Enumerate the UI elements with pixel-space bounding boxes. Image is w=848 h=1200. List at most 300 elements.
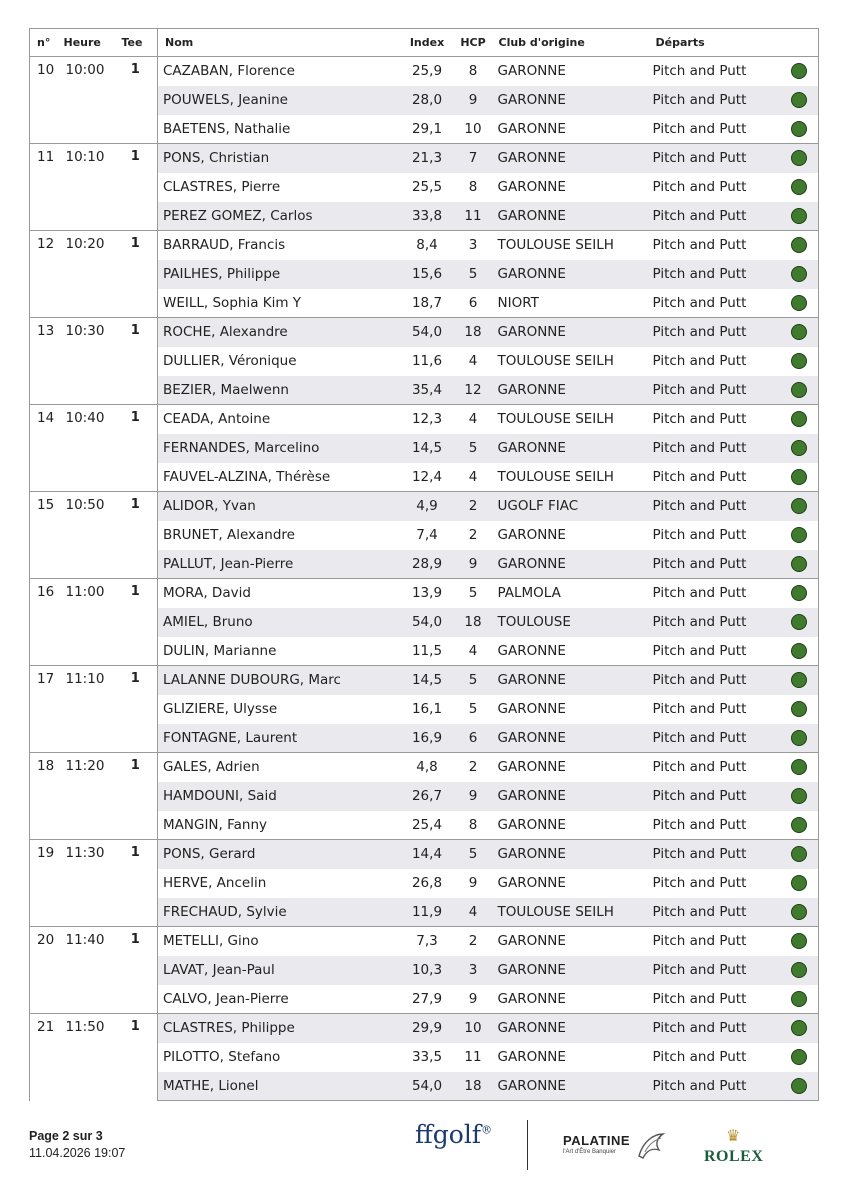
player-depart: Pitch and Putt [649, 231, 781, 260]
group-tee: 1 [114, 318, 158, 405]
player-depart: Pitch and Putt [649, 376, 781, 405]
player-hcp: 9 [455, 550, 492, 579]
player-index: 7,3 [400, 927, 455, 956]
group-tee: 1 [114, 231, 158, 318]
header-index: Index [400, 29, 455, 57]
group-number: 13 [30, 318, 57, 405]
player-hcp: 4 [455, 405, 492, 434]
status-dot-icon [791, 324, 807, 340]
player-club: GARONNE [492, 927, 649, 956]
status-cell [781, 492, 819, 521]
table-row [30, 753, 819, 782]
player-club: UGOLF FIAC [492, 492, 649, 521]
player-depart: Pitch and Putt [649, 492, 781, 521]
player-index: 16,1 [411, 701, 443, 717]
group-number: 21 [30, 1014, 57, 1101]
player-depart: Pitch and Putt [649, 579, 781, 608]
player-club: GARONNE [497, 179, 566, 195]
group-time: 11:10 [57, 666, 114, 753]
group-tee: 1 [114, 57, 158, 144]
player-hcp: 2 [468, 527, 478, 543]
player-index: 14,5 [400, 666, 455, 695]
status-dot-icon [791, 585, 807, 601]
print-datetime: 11.04.2026 19:07 [29, 1146, 126, 1160]
player-name: BRUNET, Alexandre [158, 521, 400, 550]
status-cell [781, 376, 819, 405]
player-club: GARONNE [492, 1014, 649, 1043]
status-cell [781, 318, 819, 347]
player-club: GARONNE [492, 753, 649, 782]
table-row [30, 57, 819, 86]
player-index: 54,0 [400, 318, 455, 347]
player-club: GARONNE [492, 840, 649, 869]
player-index: 10,3 [400, 956, 455, 985]
player-hcp: 9 [455, 86, 492, 115]
palatine-tagline: l'Art d'Être Banquier [563, 1149, 616, 1155]
player-name: PILOTTO, Stefano [158, 1043, 400, 1072]
player-hcp: 6 [455, 724, 492, 753]
player-depart: Pitch and Putt [649, 840, 781, 869]
player-name: FONTAGNE, Laurent [158, 724, 400, 753]
status-dot-icon [791, 266, 807, 282]
player-hcp: 18 [455, 1072, 492, 1101]
table-row [30, 405, 819, 434]
player-index: 16,9 [400, 724, 455, 753]
player-index: 21,3 [400, 144, 455, 173]
player-depart: Pitch and Putt [652, 353, 747, 369]
player-name: MANGIN, Fanny [158, 811, 400, 840]
player-depart: Pitch and Putt [649, 724, 781, 753]
player-index: 14,4 [400, 840, 455, 869]
table-row [30, 579, 819, 608]
player-hcp: 2 [455, 927, 492, 956]
player-hcp: 5 [455, 434, 492, 463]
player-hcp: 2 [455, 753, 492, 782]
status-cell [781, 231, 819, 260]
group-tee: 1 [114, 927, 158, 1014]
player-depart: Pitch and Putt [652, 1049, 747, 1065]
player-hcp: 9 [455, 782, 492, 811]
status-cell [781, 579, 819, 608]
player-club: GARONNE [492, 666, 649, 695]
status-dot-icon [791, 904, 807, 920]
header-hcp: HCP [455, 29, 492, 57]
player-club: GARONNE [497, 816, 566, 833]
player-hcp: 4 [468, 642, 478, 659]
player-depart: Pitch and Putt [649, 898, 781, 927]
player-index: 4,9 [400, 492, 455, 521]
status-cell [781, 144, 819, 173]
status-cell [781, 521, 819, 550]
header-n: n° [30, 29, 57, 57]
player-club: TOULOUSE SEILH [497, 468, 614, 485]
player-club: GARONNE [492, 724, 649, 753]
player-club: GARONNE [492, 260, 649, 289]
table-row [30, 1014, 819, 1043]
player-depart: Pitch and Putt [649, 318, 781, 347]
group-number: 14 [30, 405, 57, 492]
status-dot-icon [791, 701, 807, 717]
status-cell [781, 405, 819, 434]
player-depart: Pitch and Putt [649, 260, 781, 289]
player-club: TOULOUSE SEILH [492, 231, 649, 260]
status-cell [781, 608, 819, 637]
player-club: GARONNE [497, 642, 566, 659]
group-number: 11 [30, 144, 57, 231]
player-name: METELLI, Gino [158, 927, 400, 956]
player-name: PEREZ GOMEZ, Carlos [158, 202, 400, 231]
status-dot-icon [791, 846, 807, 862]
player-hcp: 3 [455, 231, 492, 260]
player-name: ROCHE, Alexandre [158, 318, 400, 347]
player-hcp: 6 [468, 294, 478, 311]
group-tee: 1 [114, 405, 158, 492]
group-time: 11:50 [57, 1014, 114, 1101]
player-name: PAILHES, Philippe [158, 260, 400, 289]
player-club: GARONNE [492, 782, 649, 811]
status-dot-icon [791, 498, 807, 514]
status-dot-icon [791, 237, 807, 253]
player-name: CEADA, Antoine [158, 405, 400, 434]
group-tee: 1 [114, 579, 158, 666]
player-depart: Pitch and Putt [649, 927, 781, 956]
status-cell [781, 637, 819, 666]
table-row [30, 840, 819, 869]
player-name: CAZABAN, Florence [158, 57, 400, 86]
header-tee: Tee [114, 29, 158, 57]
player-depart: Pitch and Putt [652, 642, 747, 659]
player-hcp: 3 [455, 956, 492, 985]
player-name: WEILL, Sophia Kim Y [158, 289, 400, 318]
status-dot-icon [791, 411, 807, 427]
player-index: 8,4 [400, 231, 455, 260]
player-hcp: 11 [464, 1049, 482, 1065]
status-cell [781, 1072, 819, 1101]
status-dot-icon [791, 179, 807, 195]
status-dot-icon [791, 440, 807, 456]
status-dot-icon [791, 527, 807, 543]
group-time: 11:40 [57, 927, 114, 1014]
header-row [30, 29, 819, 57]
status-dot-icon [791, 92, 807, 108]
palatine-horse-icon [633, 1128, 667, 1162]
status-dot-icon [791, 875, 807, 891]
player-club: TOULOUSE SEILH [497, 353, 614, 369]
group-number: 16 [30, 579, 57, 666]
player-index: 29,9 [400, 1014, 455, 1043]
status-dot-icon [791, 962, 807, 978]
status-cell [781, 115, 819, 144]
player-name: PONS, Christian [158, 144, 400, 173]
tee-times-body [30, 57, 819, 1101]
page-number: Page 2 sur 3 [29, 1129, 103, 1143]
player-index: 33,5 [411, 1049, 443, 1065]
player-name: DULLIER, Véronique [158, 347, 400, 376]
player-name: MORA, David [158, 579, 400, 608]
player-depart: Pitch and Putt [652, 468, 747, 485]
group-number: 15 [30, 492, 57, 579]
player-index: 26,7 [400, 782, 455, 811]
status-dot-icon [791, 556, 807, 572]
player-club: GARONNE [497, 1049, 566, 1065]
player-hcp: 9 [468, 875, 478, 891]
status-cell [781, 753, 819, 782]
status-dot-icon [791, 1049, 807, 1065]
group-number: 19 [30, 840, 57, 927]
player-hcp: 8 [468, 816, 478, 833]
player-club: NIORT [497, 294, 539, 311]
status-cell [781, 898, 819, 927]
player-club: PALMOLA [492, 579, 649, 608]
player-index: 11,5 [411, 642, 443, 659]
status-cell [781, 1014, 819, 1043]
player-club: GARONNE [497, 701, 566, 717]
status-cell [781, 1043, 819, 1072]
player-name: CALVO, Jean-Pierre [158, 985, 400, 1014]
player-index: 27,9 [411, 990, 443, 1007]
header-departs: Départs [649, 29, 819, 57]
player-hcp: 5 [455, 666, 492, 695]
palatine-logo-text: PALATINE [563, 1133, 631, 1148]
status-dot-icon [791, 643, 807, 659]
status-dot-icon [791, 759, 807, 775]
group-number: 17 [30, 666, 57, 753]
player-hcp: 5 [468, 701, 478, 717]
rolex-crown-icon: ♛ [726, 1126, 741, 1145]
player-depart: Pitch and Putt [649, 86, 781, 115]
group-number: 18 [30, 753, 57, 840]
table-row [30, 927, 819, 956]
player-index: 25,5 [411, 179, 443, 195]
player-name: FAUVEL-ALZINA, Thérèse [158, 463, 400, 492]
player-hcp: 18 [455, 608, 492, 637]
player-depart: Pitch and Putt [649, 550, 781, 579]
player-index: 11,6 [411, 353, 443, 369]
player-hcp: 11 [455, 202, 492, 231]
player-name: GALES, Adrien [158, 753, 400, 782]
player-name: GLIZIERE, Ulysse [158, 695, 400, 724]
player-index: 12,3 [400, 405, 455, 434]
status-dot-icon [791, 672, 807, 688]
header-heure: Heure [57, 29, 114, 57]
status-cell [781, 695, 819, 724]
player-index: 54,0 [400, 608, 455, 637]
group-time: 10:50 [57, 492, 114, 579]
group-time: 11:00 [57, 579, 114, 666]
player-depart: Pitch and Putt [649, 434, 781, 463]
player-name: BARRAUD, Francis [158, 231, 400, 260]
logo-divider [527, 1120, 528, 1170]
player-index: 13,9 [400, 579, 455, 608]
player-index: 26,8 [411, 875, 443, 891]
player-depart: Pitch and Putt [649, 144, 781, 173]
player-depart: Pitch and Putt [649, 608, 781, 637]
tee-times-table [29, 28, 819, 1101]
player-club: TOULOUSE [492, 608, 649, 637]
player-club: GARONNE [497, 527, 566, 543]
player-hcp: 5 [455, 579, 492, 608]
status-dot-icon [791, 788, 807, 804]
status-cell [781, 260, 819, 289]
group-time: 10:10 [57, 144, 114, 231]
header-club: Club d'origine [492, 29, 649, 57]
ffgolf-logo [415, 1120, 492, 1149]
status-cell [781, 86, 819, 115]
player-name: BAETENS, Nathalie [158, 115, 400, 144]
player-club: GARONNE [497, 120, 566, 137]
player-index: 12,4 [411, 468, 443, 485]
player-index: 11,9 [400, 898, 455, 927]
status-dot-icon [791, 614, 807, 630]
status-cell [781, 289, 819, 318]
player-name: MATHE, Lionel [158, 1072, 400, 1101]
status-cell [781, 869, 819, 898]
player-depart: Pitch and Putt [649, 753, 781, 782]
player-hcp: 18 [455, 318, 492, 347]
player-index: 28,9 [400, 550, 455, 579]
player-depart: Pitch and Putt [652, 875, 747, 891]
status-cell [781, 463, 819, 492]
group-tee: 1 [114, 840, 158, 927]
player-depart: Pitch and Putt [652, 701, 747, 717]
player-depart: Pitch and Putt [649, 405, 781, 434]
player-index: 54,0 [400, 1072, 455, 1101]
status-cell [781, 840, 819, 869]
player-index: 33,8 [400, 202, 455, 231]
player-index: 25,9 [400, 57, 455, 86]
player-name: FERNANDES, Marcelino [158, 434, 400, 463]
table-row [30, 666, 819, 695]
group-time: 11:20 [57, 753, 114, 840]
player-hcp: 2 [455, 492, 492, 521]
player-club: GARONNE [497, 875, 566, 891]
table-row [30, 144, 819, 173]
player-name: LAVAT, Jean-Paul [158, 956, 400, 985]
player-club: GARONNE [492, 57, 649, 86]
player-club: GARONNE [492, 318, 649, 347]
player-club: GARONNE [492, 144, 649, 173]
status-dot-icon [791, 382, 807, 398]
status-dot-icon [791, 150, 807, 166]
group-time: 10:20 [57, 231, 114, 318]
player-club: TOULOUSE SEILH [492, 405, 649, 434]
player-club: GARONNE [497, 990, 566, 1007]
status-cell [781, 173, 819, 202]
player-depart: Pitch and Putt [649, 782, 781, 811]
player-name: POUWELS, Jeanine [158, 86, 400, 115]
player-name: FRECHAUD, Sylvie [158, 898, 400, 927]
group-time: 10:00 [57, 57, 114, 144]
group-time: 10:40 [57, 405, 114, 492]
status-dot-icon [791, 1020, 807, 1036]
player-club: GARONNE [492, 434, 649, 463]
player-index: 28,0 [400, 86, 455, 115]
status-cell [781, 202, 819, 231]
player-depart: Pitch and Putt [652, 294, 747, 311]
ffgolf-logo-text: ffgolf [415, 1120, 482, 1149]
player-index: 14,5 [400, 434, 455, 463]
status-dot-icon [791, 353, 807, 369]
player-hcp: 4 [468, 468, 478, 485]
status-cell [781, 724, 819, 753]
status-dot-icon [791, 63, 807, 79]
player-depart: Pitch and Putt [649, 202, 781, 231]
player-index: 25,4 [411, 816, 443, 833]
player-name: ALIDOR, Yvan [158, 492, 400, 521]
player-index: 15,6 [400, 260, 455, 289]
player-club: GARONNE [492, 202, 649, 231]
player-club: GARONNE [492, 376, 649, 405]
player-hcp: 5 [455, 260, 492, 289]
group-time: 10:30 [57, 318, 114, 405]
player-index: 35,4 [400, 376, 455, 405]
player-name: PONS, Gerard [158, 840, 400, 869]
status-cell [781, 434, 819, 463]
player-depart: Pitch and Putt [652, 179, 747, 195]
status-cell [781, 782, 819, 811]
status-dot-icon [791, 730, 807, 746]
status-cell [781, 927, 819, 956]
status-cell [781, 666, 819, 695]
status-dot-icon [791, 208, 807, 224]
group-tee: 1 [114, 1014, 158, 1101]
player-hcp: 4 [468, 353, 478, 369]
player-hcp: 7 [455, 144, 492, 173]
player-depart: Pitch and Putt [649, 1014, 781, 1043]
player-name: PALLUT, Jean-Pierre [158, 550, 400, 579]
status-cell [781, 956, 819, 985]
header-nom: Nom [158, 29, 400, 57]
group-tee: 1 [114, 753, 158, 840]
player-depart: Pitch and Putt [649, 1072, 781, 1101]
player-name: CLASTRES, Philippe [158, 1014, 400, 1043]
group-time: 11:30 [57, 840, 114, 927]
group-tee: 1 [114, 144, 158, 231]
status-dot-icon [791, 1078, 807, 1094]
table-row [30, 318, 819, 347]
player-depart: Pitch and Putt [649, 956, 781, 985]
status-cell [781, 347, 819, 376]
player-club: GARONNE [492, 86, 649, 115]
table-row [30, 231, 819, 260]
player-name: BEZIER, Maelwenn [158, 376, 400, 405]
player-depart: Pitch and Putt [652, 527, 747, 543]
group-tee: 1 [114, 666, 158, 753]
player-hcp: 10 [455, 1014, 492, 1043]
player-hcp: 5 [455, 840, 492, 869]
group-number: 20 [30, 927, 57, 1014]
player-hcp: 8 [455, 57, 492, 86]
player-hcp: 12 [455, 376, 492, 405]
status-dot-icon [791, 991, 807, 1007]
player-hcp: 8 [468, 179, 478, 195]
player-depart: Pitch and Putt [649, 57, 781, 86]
player-index: 18,7 [411, 294, 443, 311]
player-index: 4,8 [400, 753, 455, 782]
status-dot-icon [791, 469, 807, 485]
player-depart: Pitch and Putt [649, 666, 781, 695]
player-club: GARONNE [492, 1072, 649, 1101]
rolex-logo-text: ROLEX [704, 1148, 764, 1165]
player-name: AMIEL, Bruno [158, 608, 400, 637]
player-club: GARONNE [492, 956, 649, 985]
player-depart: Pitch and Putt [652, 990, 747, 1007]
status-dot-icon [791, 933, 807, 949]
status-dot-icon [791, 295, 807, 311]
player-hcp: 10 [464, 120, 482, 137]
table-row [30, 492, 819, 521]
status-dot-icon [791, 817, 807, 833]
